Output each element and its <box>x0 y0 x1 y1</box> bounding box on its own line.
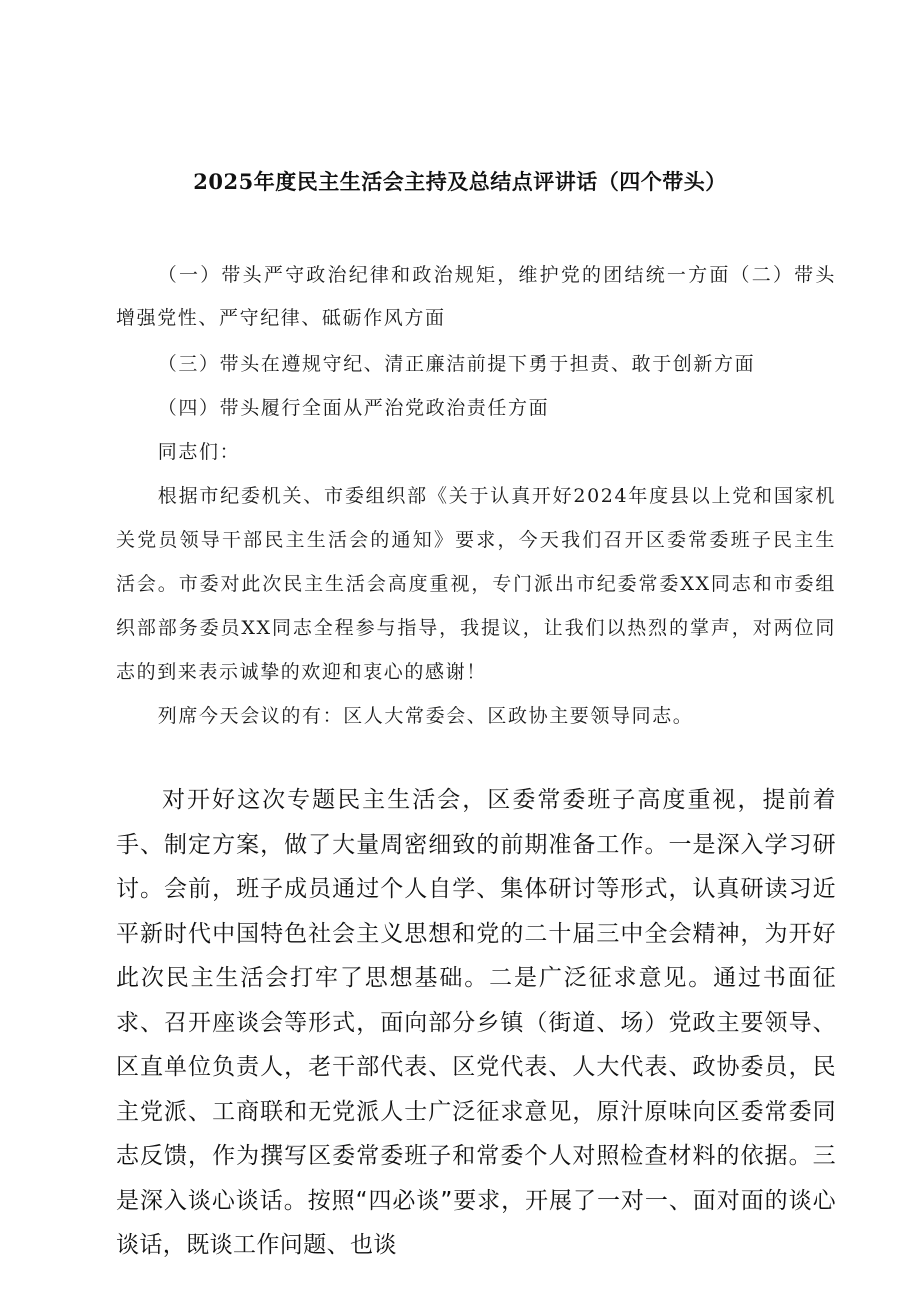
document-title: 2025年度民主生活会主持及总结点评讲话（四个带头） <box>193 169 727 194</box>
paragraph-preparation: 对开好这次专题民主生活会，区委常委班子高度重视，提前着手、制定方案，做了大量周密细致的前期准备工作。一是深入学习研讨。会前，班子成员通过个人自学、集体研讨等形式，认真研读习近平新时代中国特色社会主义思想和党的二十届三中全会精神，为开好此次民主生活会打牢了思想基础。二是广泛征求意见。通过书面征求、召开座谈会等形式，面向部分乡镇（街道、场）党政主要领导、区直单位负责人，老干部代表、区党代表、人大代表、政协委员，民主党派、工商联和无党派人士广泛征求意见，原汁原味向区委常委同志反馈，作为撰写区委常委班子和常委个人对照检查材料的依据。三是深入谈心谈话。按照“四必谈”要求，开展了一对一、面对面的谈心谈话，既谈工作问题、也谈 <box>116 787 836 1258</box>
item-four: （四）带头履行全面从严治党政治责任方面 <box>157 397 550 419</box>
item-one-two: （一）带头严守政治纪律和政治规矩，维护党的团结统一方面（二）带头增强党性、严守纪律、砥砺作风方面 <box>116 264 836 329</box>
paragraph-attendees: 列席今天会议的有：区人大常委会、区政协主要领导同志。 <box>157 705 694 727</box>
paragraph-notice: 根据市纪委机关、市委组织部《关于认真开好2024年度县以上党和国家机关党员领导干部民主生活会的通知》要求，今天我们召开区委常委班子民主生活会。市委对此次民主生活会高度重视，专门派出市纪委常委XX同志和市委组织部部务委员XX同志全程参与指导，我提议，让我们以热烈的掌声，对两位同志的到来表示诚挚的欢迎和衷心的感谢！ <box>116 485 836 683</box>
document-body-upper <box>116 254 836 738</box>
salutation: 同志们： <box>157 441 241 463</box>
item-three: （三）带头在遵规守纪、清正廉洁前提下勇于担责、敢于创新方面 <box>157 353 756 375</box>
document-body-lower <box>116 778 836 1268</box>
